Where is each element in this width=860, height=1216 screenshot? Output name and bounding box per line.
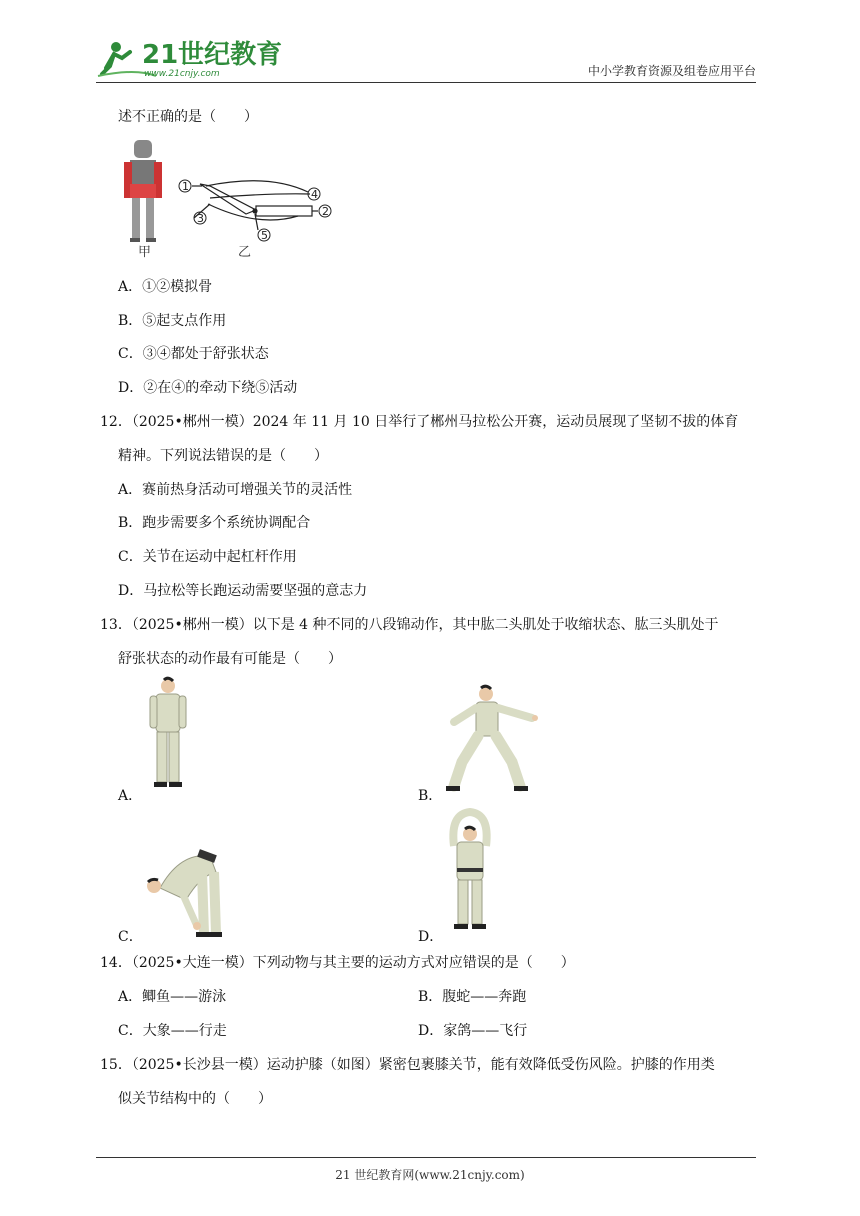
q13-figure-b (440, 682, 544, 794)
q11-stem: 述不正确的是（ ） (118, 109, 258, 125)
svg-text:5: 5 (261, 229, 268, 242)
baduanjin-pose-a-icon (140, 676, 200, 794)
q15-stem-line1: 15．（2025•长沙县一模）运动护膝（如图）紧密包裹膝关节，能有效降低受伤风险。护膝的作用类 (100, 1057, 715, 1073)
q11-option-d[interactable]: D．②在④的牵动下绕⑤活动 (118, 380, 298, 396)
svg-text:3: 3 (197, 212, 204, 225)
svg-text:1: 1 (182, 180, 189, 193)
q13-option-b[interactable]: B． (418, 788, 443, 804)
lever-model-icon (192, 181, 318, 230)
header-divider (96, 82, 756, 83)
logo-sub-text: www.21cnjy.com (144, 69, 220, 79)
logo-main-text: 21世纪教育 (142, 40, 283, 70)
q14-option-c[interactable]: C．大象——行走 (118, 1023, 227, 1039)
site-title: 中小学教育资源及组卷应用平台 (587, 64, 756, 78)
baduanjin-pose-c-icon (140, 842, 230, 938)
site-logo (96, 38, 283, 80)
skeleton-model-icon (124, 140, 162, 242)
q12-option-a[interactable]: A．赛前热身活动可增强关节的灵活性 (118, 482, 353, 498)
q14-option-a[interactable]: A．鲫鱼——游泳 (118, 989, 227, 1005)
q13-option-c[interactable]: C． (118, 929, 143, 945)
fig-label-jia: 甲 (138, 245, 152, 260)
q11-option-a[interactable]: A．①②模拟骨 (118, 279, 213, 295)
q11-option-c[interactable]: C．③④都处于舒张状态 (118, 346, 269, 362)
q14-option-b[interactable]: B．腹蛇——奔跑 (418, 989, 527, 1005)
svg-text:4: 4 (311, 188, 318, 201)
footer-text[interactable]: 21 世纪教育网(www.21cnjy.com) (335, 1168, 525, 1182)
baduanjin-pose-d-icon (440, 808, 500, 934)
q13-figure-a (140, 676, 200, 794)
q13-figure-c (140, 842, 230, 938)
q12-option-c[interactable]: C．关节在运动中起杠杆作用 (118, 549, 297, 565)
q12-option-b[interactable]: B．跑步需要多个系统协调配合 (118, 515, 311, 531)
q13-option-d[interactable]: D． (418, 929, 444, 945)
q12-option-d[interactable]: D．马拉松等长跑运动需要坚强的意志力 (118, 583, 368, 599)
q11-option-b[interactable]: B．⑤起支点作用 (118, 313, 227, 329)
baduanjin-pose-b-icon (440, 682, 544, 794)
q14-stem: 14．（2025•大连一模）下列动物与其主要的运动方式对应错误的是（ ） (100, 955, 575, 971)
q13-figure-d (440, 808, 500, 934)
q15-stem-line2: 似关节结构中的（ ） (118, 1091, 272, 1107)
svg-text:2: 2 (322, 205, 329, 218)
q13-stem-line2: 舒张状态的动作最有可能是（ ） (118, 651, 342, 667)
muscle-model-diagram (118, 138, 338, 262)
q13-option-a[interactable]: A． (118, 788, 143, 804)
q13-stem-line1: 13．（2025•郴州一模）以下是 4 种不同的八段锦动作，其中肱二头肌处于收缩状态、肱三头肌处于 (100, 617, 719, 633)
runner-logo-icon (96, 38, 283, 80)
footer-divider (96, 1157, 756, 1158)
q12-stem-line2: 精神。下列说法错误的是（ ） (118, 448, 328, 464)
q12-stem-line1: 12．（2025•郴州一模）2024 年 11 月 10 日举行了郴州马拉松公开赛，运动员展现了坚韧不拔的体育 (100, 414, 739, 430)
q11-figure (118, 138, 338, 262)
fig-label-yi: 乙 (238, 245, 252, 260)
q14-option-d[interactable]: D．家鸽——飞行 (418, 1023, 528, 1039)
